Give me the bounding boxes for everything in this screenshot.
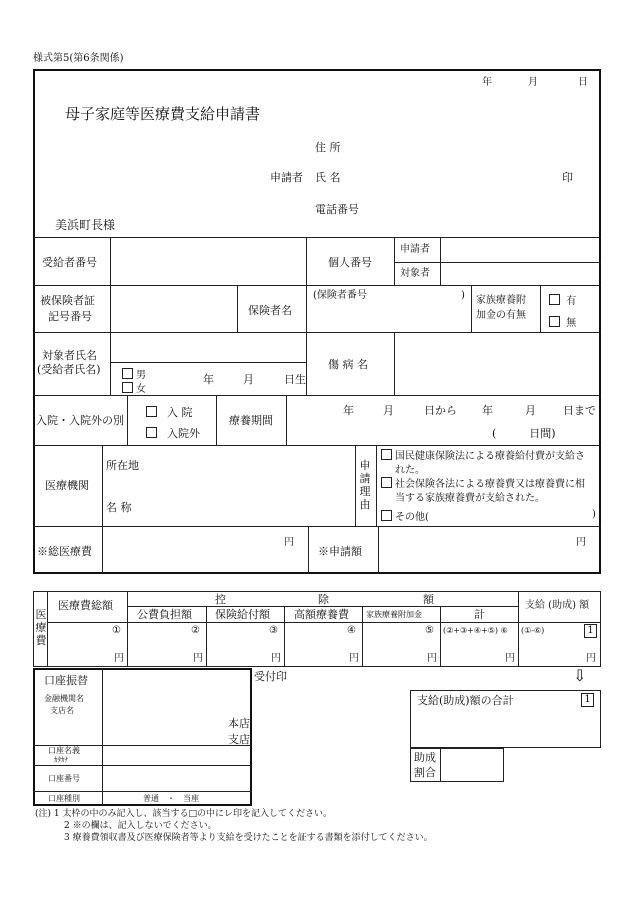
grid-line bbox=[33, 332, 601, 333]
period-from-day: 日から bbox=[424, 404, 457, 417]
grid-line bbox=[394, 262, 601, 263]
grid-line bbox=[127, 606, 518, 607]
grid-line bbox=[110, 332, 111, 395]
reason-text: その他( bbox=[395, 512, 429, 523]
reason-option-3[interactable] bbox=[381, 508, 429, 523]
payment-total-number: 1 bbox=[581, 693, 594, 707]
period-from-month: 月 bbox=[383, 404, 394, 417]
public-burden-header: 公費負担額 bbox=[137, 608, 192, 621]
checkbox-icon[interactable] bbox=[381, 449, 392, 460]
yen-unit: 円 bbox=[427, 653, 437, 664]
total-cost-label: ※総医療費 bbox=[37, 545, 92, 558]
grid-line bbox=[540, 285, 541, 332]
option-label: 女 bbox=[136, 384, 146, 395]
grid-line bbox=[33, 395, 601, 396]
inpatient-type-label: 入院・入院外の別 bbox=[36, 414, 124, 427]
birth-day-label: 日生 bbox=[284, 373, 306, 386]
form-title: 母子家庭等医療費支給申請書 bbox=[65, 105, 261, 123]
sex-female-option[interactable] bbox=[122, 380, 146, 395]
reason-option-2[interactable] bbox=[381, 477, 585, 506]
account-type-label: 口座種別 bbox=[48, 794, 80, 803]
payment-total-label: 支給(助成)額の合計 bbox=[417, 694, 514, 707]
grid-line bbox=[284, 606, 285, 667]
grid-line bbox=[308, 526, 309, 574]
reason-close: ) bbox=[592, 509, 596, 520]
yen-unit: 円 bbox=[193, 653, 203, 664]
subsidy-ratio-label-2: 割合 bbox=[414, 766, 436, 779]
personal-number-label: 個人番号 bbox=[328, 256, 372, 269]
grid-line bbox=[286, 395, 287, 445]
grid-line bbox=[33, 791, 252, 792]
date-year[interactable]: 年 bbox=[482, 77, 492, 88]
account-type-options[interactable]: 普通 ・ 当座 bbox=[143, 794, 199, 803]
subsidy-ratio-label: 助成 bbox=[414, 751, 436, 764]
period-to-year: 年 bbox=[482, 404, 493, 417]
applicant-label: 申請者 bbox=[270, 171, 303, 184]
grid-line bbox=[110, 285, 111, 332]
column-marker-3: ③ bbox=[269, 625, 278, 636]
grid-line bbox=[394, 237, 395, 285]
payment-amount-header: 支給 (助成) 額 bbox=[525, 600, 590, 611]
applicant-name-label: 氏 名 bbox=[315, 171, 341, 184]
subject-name-label: 対象者氏名 bbox=[42, 349, 97, 362]
option-label: 入 院 bbox=[167, 406, 193, 419]
grid-line bbox=[102, 445, 103, 574]
column-marker-5: ⑤ bbox=[425, 625, 434, 636]
grid-line bbox=[376, 445, 377, 526]
yen-unit: 円 bbox=[349, 653, 359, 664]
high-cost-header: 高額療養費 bbox=[294, 608, 349, 621]
applicant-address-label: 住 所 bbox=[315, 141, 341, 154]
option-label: 有 bbox=[566, 296, 577, 307]
seal-mark: 印 bbox=[562, 171, 573, 184]
period-to-day: 日まで bbox=[563, 404, 596, 417]
grid-line bbox=[378, 526, 379, 574]
account-number-label: 口座番号 bbox=[48, 774, 80, 783]
grid-line bbox=[33, 445, 601, 446]
checkbox-icon[interactable] bbox=[549, 316, 560, 327]
institution-name-label: 名 称 bbox=[106, 501, 132, 514]
institution-label: 医療機関 bbox=[45, 479, 89, 492]
insurance-card-label-2: 記号番号 bbox=[48, 310, 92, 323]
grid-line bbox=[110, 237, 111, 285]
recipient-number-label: 受給者番号 bbox=[42, 256, 97, 269]
option-label: 男 bbox=[136, 370, 146, 381]
deduction-header-2: 除 bbox=[318, 593, 329, 606]
reason-text: れた。 bbox=[395, 465, 425, 476]
injury-name-label: 傷 病 名 bbox=[328, 358, 368, 371]
branch-office-label: 支店 bbox=[228, 733, 250, 746]
outpatient-option[interactable] bbox=[146, 425, 200, 441]
grid-line bbox=[110, 362, 306, 363]
option-label: 入院外 bbox=[167, 427, 200, 440]
note-1: (注) 1 太枠の中のみ記入し、該当する□の中にレ印を記入してください。 bbox=[35, 809, 332, 819]
period-to-month: 月 bbox=[525, 404, 536, 417]
column-marker-7: (①-⑥) bbox=[521, 626, 545, 635]
bank-transfer-label: 口座振替 bbox=[44, 674, 88, 687]
checkbox-icon[interactable] bbox=[146, 406, 157, 417]
note-3: 3 療養費領収書及び医療保険者等より支給を受けたことを証する書類を添付してください。 bbox=[64, 833, 433, 843]
birth-month-label: 月 bbox=[243, 373, 254, 386]
note-2: 2 ※の欄は、記入しないでください。 bbox=[64, 821, 217, 831]
period-from-year: 年 bbox=[343, 404, 354, 417]
insurer-number-label: (保険者番号 bbox=[313, 290, 367, 301]
family-allowance-label: 家族療養附 bbox=[476, 295, 526, 306]
checkbox-icon[interactable] bbox=[122, 382, 133, 393]
deduction-header-1: 控 bbox=[215, 593, 226, 606]
receipt-stamp-label: 受付印 bbox=[254, 670, 287, 683]
yen-unit: 円 bbox=[271, 653, 281, 664]
total-medical-cost-header: 医療費総額 bbox=[58, 599, 113, 612]
account-holder-label: 口座名義 bbox=[48, 746, 80, 755]
grid-line bbox=[306, 237, 307, 285]
addressee: 美浜町長様 bbox=[55, 218, 116, 232]
column-marker-6: (②+③+④+⑤) ⑥ bbox=[443, 626, 508, 635]
grid-line bbox=[306, 285, 307, 332]
column-marker-2: ② bbox=[191, 625, 200, 636]
family-no-option[interactable] bbox=[549, 314, 576, 329]
branch-name-label: 支店名 bbox=[50, 706, 74, 715]
bank-account-box bbox=[33, 668, 252, 806]
birth-year-label: 年 bbox=[203, 373, 214, 386]
reason-text: 国民健康保険法による療養給付費が支給さ bbox=[395, 451, 585, 462]
grid-line bbox=[127, 395, 128, 445]
period-days: ( 日間) bbox=[492, 427, 556, 440]
grid-line bbox=[518, 591, 519, 667]
date-day[interactable]: 日 bbox=[578, 77, 588, 88]
yen-unit: 円 bbox=[586, 653, 596, 664]
family-allowance-header: 家族療養附加金 bbox=[366, 610, 422, 619]
checkbox-icon[interactable] bbox=[381, 477, 392, 488]
family-yes-option[interactable] bbox=[549, 292, 576, 307]
insurer-name-label: 保険者名 bbox=[248, 304, 292, 317]
insurance-benefit-header: 保険給付額 bbox=[215, 608, 270, 621]
grid-line bbox=[471, 285, 472, 332]
grid-line bbox=[394, 332, 395, 395]
reason-option-1[interactable] bbox=[381, 449, 585, 478]
reason-text: 当する家族療養費が支給された。 bbox=[395, 493, 545, 504]
checkbox-icon[interactable] bbox=[381, 510, 392, 521]
grid-line bbox=[355, 445, 356, 526]
checkbox-icon[interactable] bbox=[122, 368, 133, 379]
grid-line bbox=[33, 285, 601, 286]
inpatient-option[interactable] bbox=[146, 404, 193, 420]
claim-amount-yen: 円 bbox=[576, 537, 586, 548]
personal-number-subject: 対象者 bbox=[400, 268, 430, 279]
checkbox-icon[interactable] bbox=[549, 294, 560, 305]
account-holder-kana: ｶﾀｶﾅ bbox=[54, 756, 68, 764]
column-marker-1: ① bbox=[112, 625, 121, 636]
option-label: 無 bbox=[566, 318, 577, 329]
deduction-header-3: 額 bbox=[423, 593, 434, 606]
date-month[interactable]: 月 bbox=[528, 77, 538, 88]
grid-line bbox=[216, 395, 217, 445]
column-marker-4: ④ bbox=[347, 625, 356, 636]
checkbox-icon[interactable] bbox=[146, 427, 157, 438]
insurance-card-label: 被保険者証 bbox=[40, 294, 95, 307]
sex-male-option[interactable] bbox=[122, 366, 146, 381]
grid-line bbox=[206, 606, 207, 667]
yen-unit: 円 bbox=[505, 653, 515, 664]
grid-line bbox=[237, 285, 238, 332]
down-arrow-icon: ⇩ bbox=[573, 666, 587, 685]
reason-text: 社会保険各法による療養費又は療養費に相 bbox=[395, 479, 585, 490]
grid-line bbox=[33, 765, 252, 766]
sum-header: 計 bbox=[474, 608, 485, 621]
grid-line bbox=[33, 526, 601, 527]
personal-number-applicant: 申請者 bbox=[400, 244, 430, 255]
applicant-phone-label: 電話番号 bbox=[315, 203, 359, 216]
grid-line bbox=[33, 237, 601, 238]
form-reference: 様式第5(第6条関係) bbox=[33, 53, 124, 64]
grid-line bbox=[306, 332, 307, 395]
application-reason-label: 申請理由 bbox=[359, 459, 371, 511]
grid-line bbox=[440, 748, 441, 782]
grid-line bbox=[127, 591, 128, 667]
institution-location-label: 所在地 bbox=[106, 459, 139, 472]
payment-box-number: 1 bbox=[584, 624, 597, 638]
head-office-label: 本店 bbox=[228, 717, 250, 730]
bank-name-label: 金融機関名 bbox=[44, 694, 84, 703]
grid-line bbox=[102, 668, 103, 806]
insurer-number-close: ) bbox=[461, 290, 465, 301]
claim-amount-label: ※申請額 bbox=[318, 545, 362, 558]
grid-line bbox=[440, 237, 441, 285]
grid-line bbox=[440, 606, 441, 667]
yen-unit: 円 bbox=[114, 653, 124, 664]
total-cost-yen: 円 bbox=[284, 537, 294, 548]
treatment-period-label: 療養期間 bbox=[229, 414, 273, 427]
family-allowance-label-2: 加金の有無 bbox=[476, 310, 526, 321]
grid-line bbox=[362, 606, 363, 667]
medical-cost-side-label: 医療費 bbox=[35, 608, 47, 647]
subject-name-label-2: (受給者氏名) bbox=[37, 363, 101, 376]
